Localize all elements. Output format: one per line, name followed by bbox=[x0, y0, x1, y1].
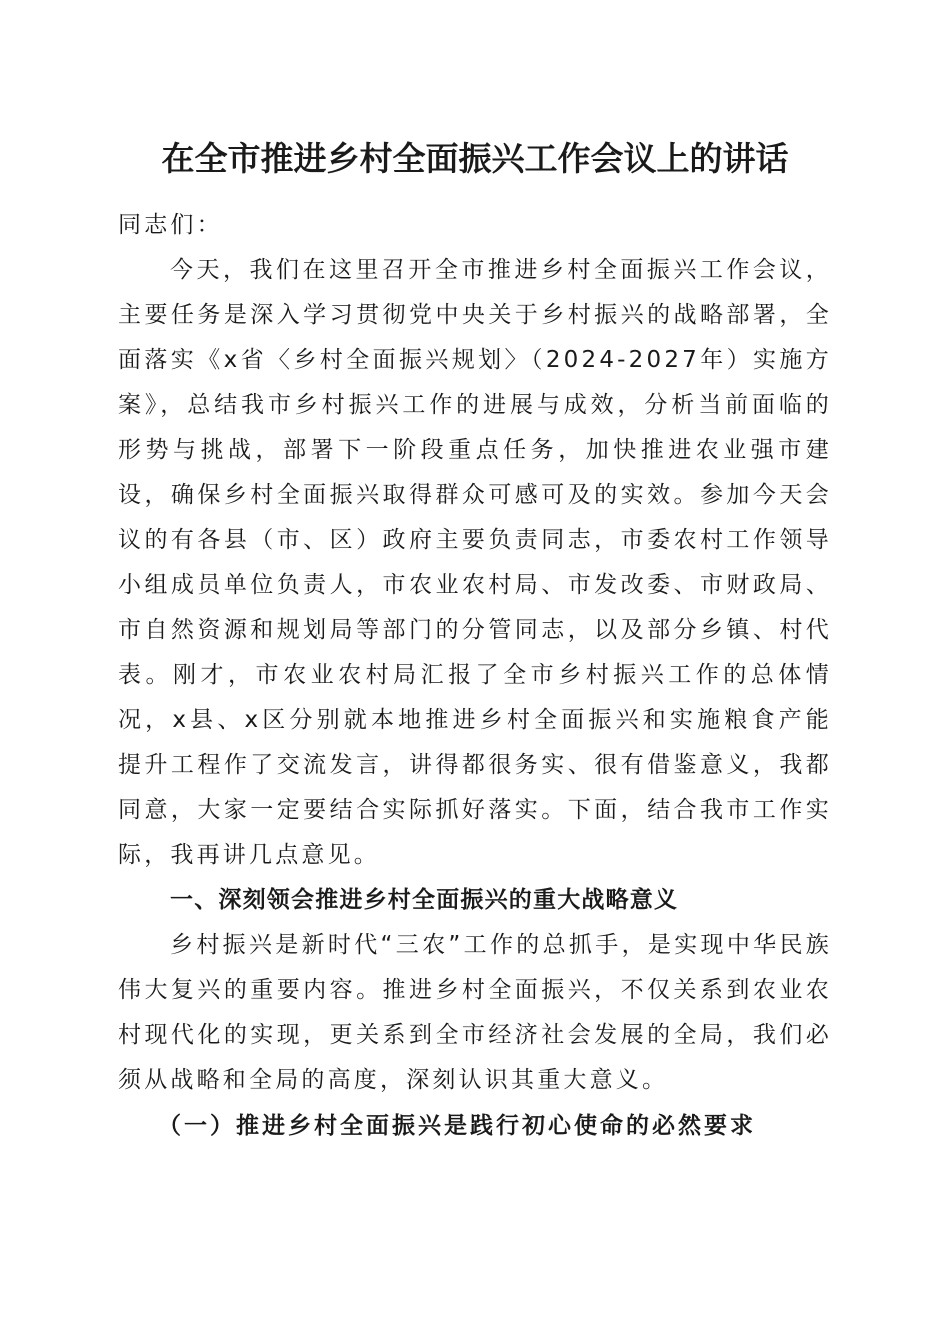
document-title: 在全市推进乡村全面振兴工作会议上的讲话 bbox=[161, 139, 789, 178]
salutation: 同志们： bbox=[118, 212, 223, 238]
subsection-heading-1: （一）推进乡村全面振兴是践行初心使命的必然要求 bbox=[158, 1112, 756, 1139]
document-body bbox=[118, 203, 832, 1148]
section-1-paragraph: 乡村振兴是新时代“三农”工作的总抓手，是实现中华民族伟大复兴的重要内容。推进乡村全面振兴，不仅关系到农业农村现代化的实现，更关系到全市经济社会发展的全局，我们必须从战略和全局的高度，深刻认识其重大意义。 bbox=[118, 932, 832, 1093]
intro-paragraph: 今天，我们在这里召开全市推进乡村全面振兴工作会议，主要任务是深入学习贯彻党中央关于乡村振兴的战略部署，全面落实《x省〈乡村全面振兴规划〉（2024-2027年）实施方案》，总结我市乡村振兴工作的进展与成效，分析当前面临的形势与挑战，部署下一阶段重点任务，加快推进农业强市建设，确保乡村全面振兴取得群众可感可及的实效。参加今天会议的有各县（市、区）政府主要负责同志，市委农村工作领导小组成员单位负责人，市农业农村局、市发改委、市财政局、市自然资源和规划局等部门的分管同志，以及部分乡镇、村代表。刚才，市农业农村局汇报了全市乡村振兴工作的总体情况，x县、x区分别就本地推进乡村全面振兴和实施粮食产能提升工程作了交流发言，讲得都很务实、很有借鉴意义，我都同意，大家一定要结合实际抓好落实。下面，结合我市工作实际，我再讲几点意见。 bbox=[118, 257, 832, 868]
section-heading-1: 一、深刻领会推进乡村全面振兴的重大战略意义 bbox=[170, 887, 679, 913]
